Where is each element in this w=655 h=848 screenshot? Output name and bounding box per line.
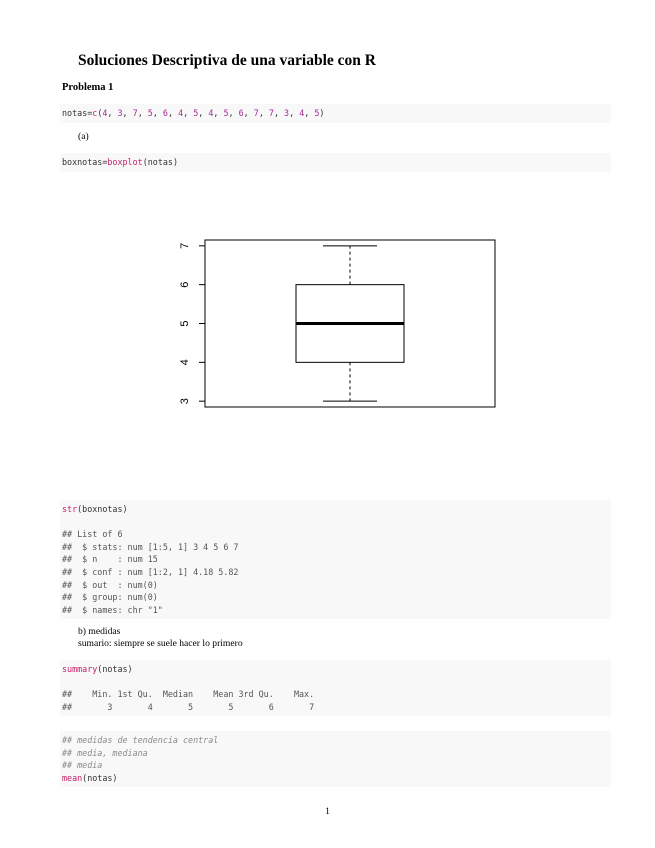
output-line: ## media: [62, 760, 103, 771]
output-line: ## $ n : num 15: [62, 554, 158, 565]
code-number: 7: [253, 108, 259, 118]
page-title: Soluciones Descriptiva de una variable con R: [78, 52, 376, 69]
code-number: 4: [178, 108, 184, 118]
code-number: 5: [147, 108, 153, 118]
code-block-str: [60, 500, 611, 619]
output-line: ## 3 4 5 5 6 7: [62, 701, 315, 712]
code-function: str: [62, 504, 78, 514]
code-args: (notas): [82, 772, 118, 783]
code-assign: notas=: [62, 108, 93, 118]
y-tick-label: 4: [179, 359, 191, 366]
code-number: 5: [193, 108, 199, 118]
output-line: ## $ names: chr "1": [62, 604, 163, 615]
part-b-note: sumario: siempre se suele hacer lo primero: [78, 638, 243, 649]
code-number: 3: [284, 108, 290, 118]
y-tick-label: 6: [179, 281, 191, 288]
code-number: 7: [132, 108, 138, 118]
y-tick-label: 5: [179, 320, 191, 327]
code-args: (notas): [97, 664, 133, 674]
y-tick-label: 3: [179, 398, 191, 405]
code-paren-close: ): [319, 108, 325, 118]
code-number: 4: [208, 108, 214, 118]
code-number: 6: [238, 108, 244, 118]
code-number: 4: [102, 108, 108, 118]
code-function: summary: [62, 664, 98, 674]
code-function: mean: [62, 772, 83, 783]
output-line: ## $ stats: num [1:5, 1] 3 4 5 6 7: [62, 541, 239, 552]
section-heading: Problema 1: [62, 82, 114, 93]
output-line: ## List of 6: [62, 529, 123, 540]
code-assign: boxnotas=: [62, 157, 108, 167]
code-values: 4, 3, 7, 5, 6, 4, 5, 4, 5, 6, 7, 7, 3, 4, 5: [102, 108, 320, 118]
code-block-mean: [60, 731, 611, 787]
y-tick-label: 7: [179, 242, 191, 249]
output-line: ## $ conf : num [1:2, 1] 4.18 5.82: [62, 566, 239, 577]
code-number: 4: [299, 108, 305, 118]
code-paren-open: (: [97, 108, 103, 118]
page-number: 1: [325, 806, 330, 817]
code-number: 5: [223, 108, 229, 118]
part-a-label: (a): [78, 131, 89, 142]
code-args: (notas): [142, 157, 178, 167]
summary-output: [62, 688, 609, 713]
part-b-label: b) medidas: [78, 626, 121, 637]
code-function: boxplot: [107, 157, 143, 167]
code-number: 7: [268, 108, 274, 118]
code-function: c: [92, 108, 98, 118]
str-output: [62, 528, 609, 616]
code-number: 3: [117, 108, 123, 118]
output-line: ## $ group: num(0): [62, 592, 158, 603]
code-number: 5: [314, 108, 320, 118]
code-args: (boxnotas): [77, 504, 128, 514]
code-number: 6: [162, 108, 168, 118]
output-line: ## Min. 1st Qu. Median Mean 3rd Qu. Max.: [62, 689, 315, 700]
output-line: ## $ out : num(0): [62, 579, 158, 590]
output-line: ## medidas de tendencia central: [62, 735, 219, 745]
code-comments: [62, 734, 609, 772]
code-block-summary: [60, 660, 611, 716]
output-line: ## media, mediana: [62, 747, 148, 758]
